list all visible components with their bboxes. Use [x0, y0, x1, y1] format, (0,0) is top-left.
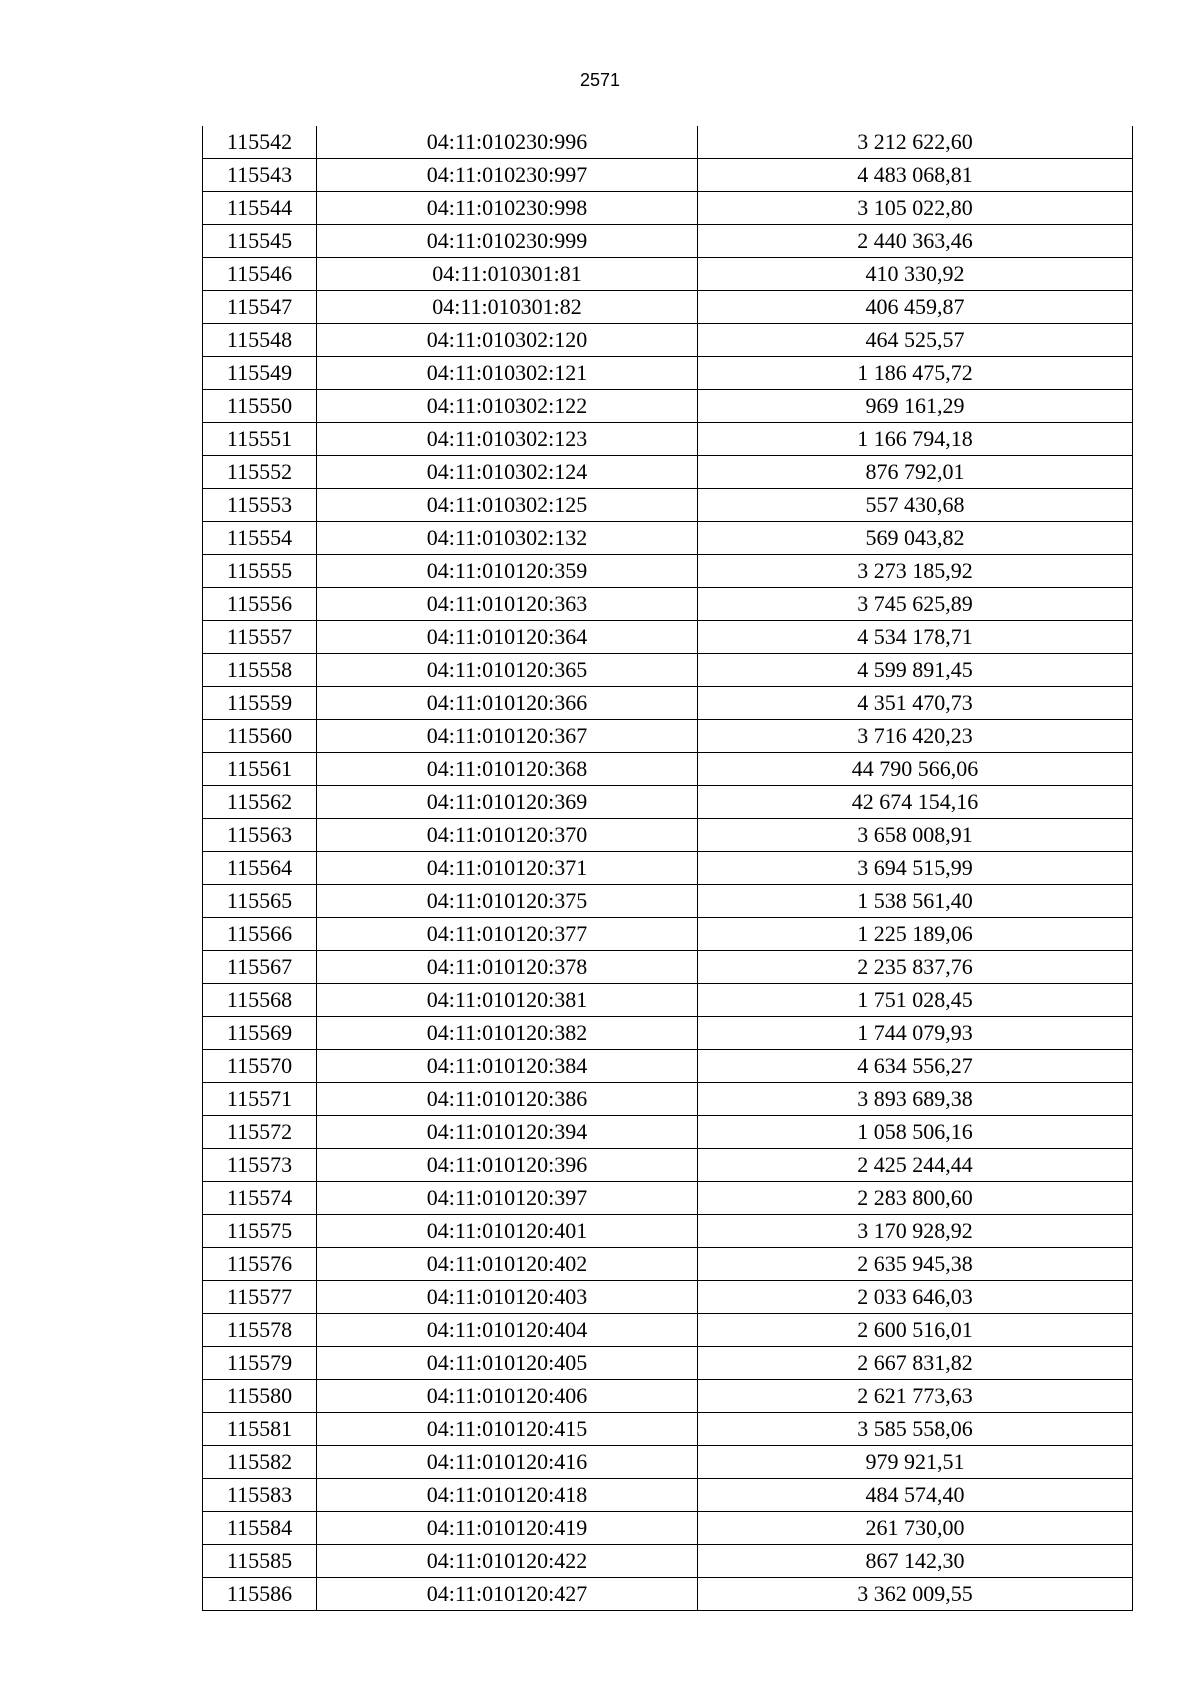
cadastral-number-cell: 04:11:010302:121 [317, 357, 698, 390]
row-number-cell: 115560 [203, 720, 317, 753]
row-number-cell: 115577 [203, 1281, 317, 1314]
cadastral-value-cell: 2 600 516,01 [698, 1314, 1133, 1347]
cadastral-number-cell: 04:11:010120:416 [317, 1446, 698, 1479]
cadastral-value-cell: 2 635 945,38 [698, 1248, 1133, 1281]
cadastral-value-cell: 969 161,29 [698, 390, 1133, 423]
row-number-cell: 115542 [203, 126, 317, 159]
cadastral-value-cell: 3 273 185,92 [698, 555, 1133, 588]
cadastral-value-cell: 42 674 154,16 [698, 786, 1133, 819]
row-number-cell: 115563 [203, 819, 317, 852]
cadastral-value-cell: 1 058 506,16 [698, 1116, 1133, 1149]
table-row [203, 852, 1133, 885]
row-number-cell: 115558 [203, 654, 317, 687]
cadastral-number-cell: 04:11:010302:124 [317, 456, 698, 489]
cadastral-value-cell: 44 790 566,06 [698, 753, 1133, 786]
table-row [203, 654, 1133, 687]
row-number-cell: 115571 [203, 1083, 317, 1116]
cadastral-number-cell: 04:11:010120:384 [317, 1050, 698, 1083]
cadastral-value-cell: 1 166 794,18 [698, 423, 1133, 456]
cadastral-number-cell: 04:11:010120:404 [317, 1314, 698, 1347]
cadastral-value-cell: 3 658 008,91 [698, 819, 1133, 852]
cadastral-number-cell: 04:11:010120:363 [317, 588, 698, 621]
cadastral-value-cell: 4 534 178,71 [698, 621, 1133, 654]
row-number-cell: 115578 [203, 1314, 317, 1347]
row-number-cell: 115556 [203, 588, 317, 621]
cadastral-value-cell: 1 751 028,45 [698, 984, 1133, 1017]
cadastral-value-cell: 2 621 773,63 [698, 1380, 1133, 1413]
table-row [203, 588, 1133, 621]
cadastral-number-cell: 04:11:010120:378 [317, 951, 698, 984]
row-number-cell: 115549 [203, 357, 317, 390]
table-row [203, 1083, 1133, 1116]
cadastral-value-cell: 2 283 800,60 [698, 1182, 1133, 1215]
cadastral-value-cell: 4 599 891,45 [698, 654, 1133, 687]
table-row [203, 1380, 1133, 1413]
cadastral-value-cell: 557 430,68 [698, 489, 1133, 522]
table-row [203, 885, 1133, 918]
cadastral-value-table [202, 126, 1133, 1611]
cadastral-number-cell: 04:11:010120:368 [317, 753, 698, 786]
row-number-cell: 115553 [203, 489, 317, 522]
row-number-cell: 115565 [203, 885, 317, 918]
cadastral-number-cell: 04:11:010120:405 [317, 1347, 698, 1380]
cadastral-value-cell: 2 425 244,44 [698, 1149, 1133, 1182]
cadastral-number-cell: 04:11:010230:998 [317, 192, 698, 225]
table-row [203, 1446, 1133, 1479]
table-row [203, 1413, 1133, 1446]
cadastral-value-cell: 867 142,30 [698, 1545, 1133, 1578]
cadastral-number-cell: 04:11:010120:370 [317, 819, 698, 852]
cadastral-value-cell: 979 921,51 [698, 1446, 1133, 1479]
cadastral-value-cell: 406 459,87 [698, 291, 1133, 324]
cadastral-number-cell: 04:11:010120:397 [317, 1182, 698, 1215]
cadastral-value-cell: 484 574,40 [698, 1479, 1133, 1512]
cadastral-value-cell: 1 186 475,72 [698, 357, 1133, 390]
cadastral-number-cell: 04:11:010120:381 [317, 984, 698, 1017]
cadastral-value-cell: 2 667 831,82 [698, 1347, 1133, 1380]
row-number-cell: 115584 [203, 1512, 317, 1545]
cadastral-number-cell: 04:11:010120:364 [317, 621, 698, 654]
cadastral-number-cell: 04:11:010230:999 [317, 225, 698, 258]
row-number-cell: 115552 [203, 456, 317, 489]
cadastral-value-cell: 876 792,01 [698, 456, 1133, 489]
cadastral-value-cell: 1 744 079,93 [698, 1017, 1133, 1050]
cadastral-number-cell: 04:11:010120:406 [317, 1380, 698, 1413]
row-number-cell: 115559 [203, 687, 317, 720]
table-row [203, 1314, 1133, 1347]
row-number-cell: 115564 [203, 852, 317, 885]
table-row [203, 720, 1133, 753]
cadastral-value-cell: 3 585 558,06 [698, 1413, 1133, 1446]
cadastral-number-cell: 04:11:010120:377 [317, 918, 698, 951]
row-number-cell: 115572 [203, 1116, 317, 1149]
cadastral-number-cell: 04:11:010120:422 [317, 1545, 698, 1578]
row-number-cell: 115580 [203, 1380, 317, 1413]
row-number-cell: 115581 [203, 1413, 317, 1446]
table-row [203, 951, 1133, 984]
cadastral-number-cell: 04:11:010120:369 [317, 786, 698, 819]
cadastral-value-cell: 1 538 561,40 [698, 885, 1133, 918]
cadastral-value-cell: 4 483 068,81 [698, 159, 1133, 192]
cadastral-number-cell: 04:11:010120:402 [317, 1248, 698, 1281]
cadastral-value-cell: 569 043,82 [698, 522, 1133, 555]
row-number-cell: 115548 [203, 324, 317, 357]
table-row [203, 918, 1133, 951]
row-number-cell: 115586 [203, 1578, 317, 1611]
cadastral-number-cell: 04:11:010120:415 [317, 1413, 698, 1446]
cadastral-number-cell: 04:11:010120:386 [317, 1083, 698, 1116]
row-number-cell: 115573 [203, 1149, 317, 1182]
row-number-cell: 115576 [203, 1248, 317, 1281]
row-number-cell: 115570 [203, 1050, 317, 1083]
table-row [203, 225, 1133, 258]
table-row [203, 819, 1133, 852]
table-row [203, 357, 1133, 390]
cadastral-value-cell: 4 351 470,73 [698, 687, 1133, 720]
cadastral-value-cell: 3 362 009,55 [698, 1578, 1133, 1611]
row-number-cell: 115562 [203, 786, 317, 819]
cadastral-value-cell: 3 716 420,23 [698, 720, 1133, 753]
table-row [203, 621, 1133, 654]
cadastral-value-cell: 3 745 625,89 [698, 588, 1133, 621]
cadastral-number-cell: 04:11:010302:132 [317, 522, 698, 555]
cadastral-number-cell: 04:11:010120:366 [317, 687, 698, 720]
cadastral-value-cell: 3 105 022,80 [698, 192, 1133, 225]
cadastral-number-cell: 04:11:010230:996 [317, 126, 698, 159]
cadastral-number-cell: 04:11:010120:401 [317, 1215, 698, 1248]
row-number-cell: 115583 [203, 1479, 317, 1512]
cadastral-number-cell: 04:11:010120:365 [317, 654, 698, 687]
row-number-cell: 115557 [203, 621, 317, 654]
row-number-cell: 115579 [203, 1347, 317, 1380]
table-row [203, 1578, 1133, 1611]
cadastral-number-cell: 04:11:010120:359 [317, 555, 698, 588]
row-number-cell: 115544 [203, 192, 317, 225]
cadastral-number-cell: 04:11:010120:396 [317, 1149, 698, 1182]
cadastral-number-cell: 04:11:010120:382 [317, 1017, 698, 1050]
cadastral-number-cell: 04:11:010120:418 [317, 1479, 698, 1512]
table-row [203, 489, 1133, 522]
row-number-cell: 115561 [203, 753, 317, 786]
table-row [203, 324, 1133, 357]
row-number-cell: 115551 [203, 423, 317, 456]
cadastral-number-cell: 04:11:010230:997 [317, 159, 698, 192]
table-row [203, 159, 1133, 192]
table-row [203, 1050, 1133, 1083]
table-row [203, 786, 1133, 819]
cadastral-value-cell: 410 330,92 [698, 258, 1133, 291]
table-row [203, 192, 1133, 225]
cadastral-number-cell: 04:11:010302:120 [317, 324, 698, 357]
table-body [203, 126, 1133, 1611]
cadastral-number-cell: 04:11:010120:419 [317, 1512, 698, 1545]
table-row [203, 1017, 1133, 1050]
cadastral-number-cell: 04:11:010120:371 [317, 852, 698, 885]
table-row [203, 687, 1133, 720]
row-number-cell: 115575 [203, 1215, 317, 1248]
cadastral-value-cell: 464 525,57 [698, 324, 1133, 357]
cadastral-value-cell: 1 225 189,06 [698, 918, 1133, 951]
row-number-cell: 115547 [203, 291, 317, 324]
row-number-cell: 115543 [203, 159, 317, 192]
table-row [203, 1545, 1133, 1578]
cadastral-value-cell: 2 033 646,03 [698, 1281, 1133, 1314]
cadastral-value-cell: 4 634 556,27 [698, 1050, 1133, 1083]
table-row [203, 1182, 1133, 1215]
cadastral-number-cell: 04:11:010120:367 [317, 720, 698, 753]
row-number-cell: 115574 [203, 1182, 317, 1215]
table-row [203, 1215, 1133, 1248]
row-number-cell: 115555 [203, 555, 317, 588]
cadastral-value-cell: 3 694 515,99 [698, 852, 1133, 885]
cadastral-number-cell: 04:11:010301:81 [317, 258, 698, 291]
row-number-cell: 115546 [203, 258, 317, 291]
cadastral-number-cell: 04:11:010120:394 [317, 1116, 698, 1149]
table-row [203, 258, 1133, 291]
cadastral-value-cell: 2 235 837,76 [698, 951, 1133, 984]
table-row [203, 984, 1133, 1017]
row-number-cell: 115566 [203, 918, 317, 951]
cadastral-number-cell: 04:11:010120:375 [317, 885, 698, 918]
cadastral-number-cell: 04:11:010302:122 [317, 390, 698, 423]
row-number-cell: 115567 [203, 951, 317, 984]
row-number-cell: 115582 [203, 1446, 317, 1479]
table-row [203, 1347, 1133, 1380]
cadastral-table-container [202, 126, 1133, 1611]
table-row [203, 291, 1133, 324]
table-row [203, 1149, 1133, 1182]
cadastral-number-cell: 04:11:010302:125 [317, 489, 698, 522]
table-row [203, 1116, 1133, 1149]
cadastral-number-cell: 04:11:010302:123 [317, 423, 698, 456]
cadastral-value-cell: 3 170 928,92 [698, 1215, 1133, 1248]
table-row [203, 1248, 1133, 1281]
cadastral-number-cell: 04:11:010301:82 [317, 291, 698, 324]
cadastral-value-cell: 2 440 363,46 [698, 225, 1133, 258]
row-number-cell: 115585 [203, 1545, 317, 1578]
table-row [203, 126, 1133, 159]
table-row [203, 1281, 1133, 1314]
row-number-cell: 115568 [203, 984, 317, 1017]
table-row [203, 1479, 1133, 1512]
table-row [203, 456, 1133, 489]
row-number-cell: 115554 [203, 522, 317, 555]
row-number-cell: 115545 [203, 225, 317, 258]
row-number-cell: 115550 [203, 390, 317, 423]
page-number: 2571 [579, 70, 621, 90]
cadastral-value-cell: 3 893 689,38 [698, 1083, 1133, 1116]
table-row [203, 753, 1133, 786]
cadastral-number-cell: 04:11:010120:403 [317, 1281, 698, 1314]
cadastral-number-cell: 04:11:010120:427 [317, 1578, 698, 1611]
row-number-cell: 115569 [203, 1017, 317, 1050]
cadastral-value-cell: 3 212 622,60 [698, 126, 1133, 159]
table-row [203, 522, 1133, 555]
table-row [203, 423, 1133, 456]
table-row [203, 1512, 1133, 1545]
table-row [203, 555, 1133, 588]
cadastral-value-cell: 261 730,00 [698, 1512, 1133, 1545]
table-row [203, 390, 1133, 423]
